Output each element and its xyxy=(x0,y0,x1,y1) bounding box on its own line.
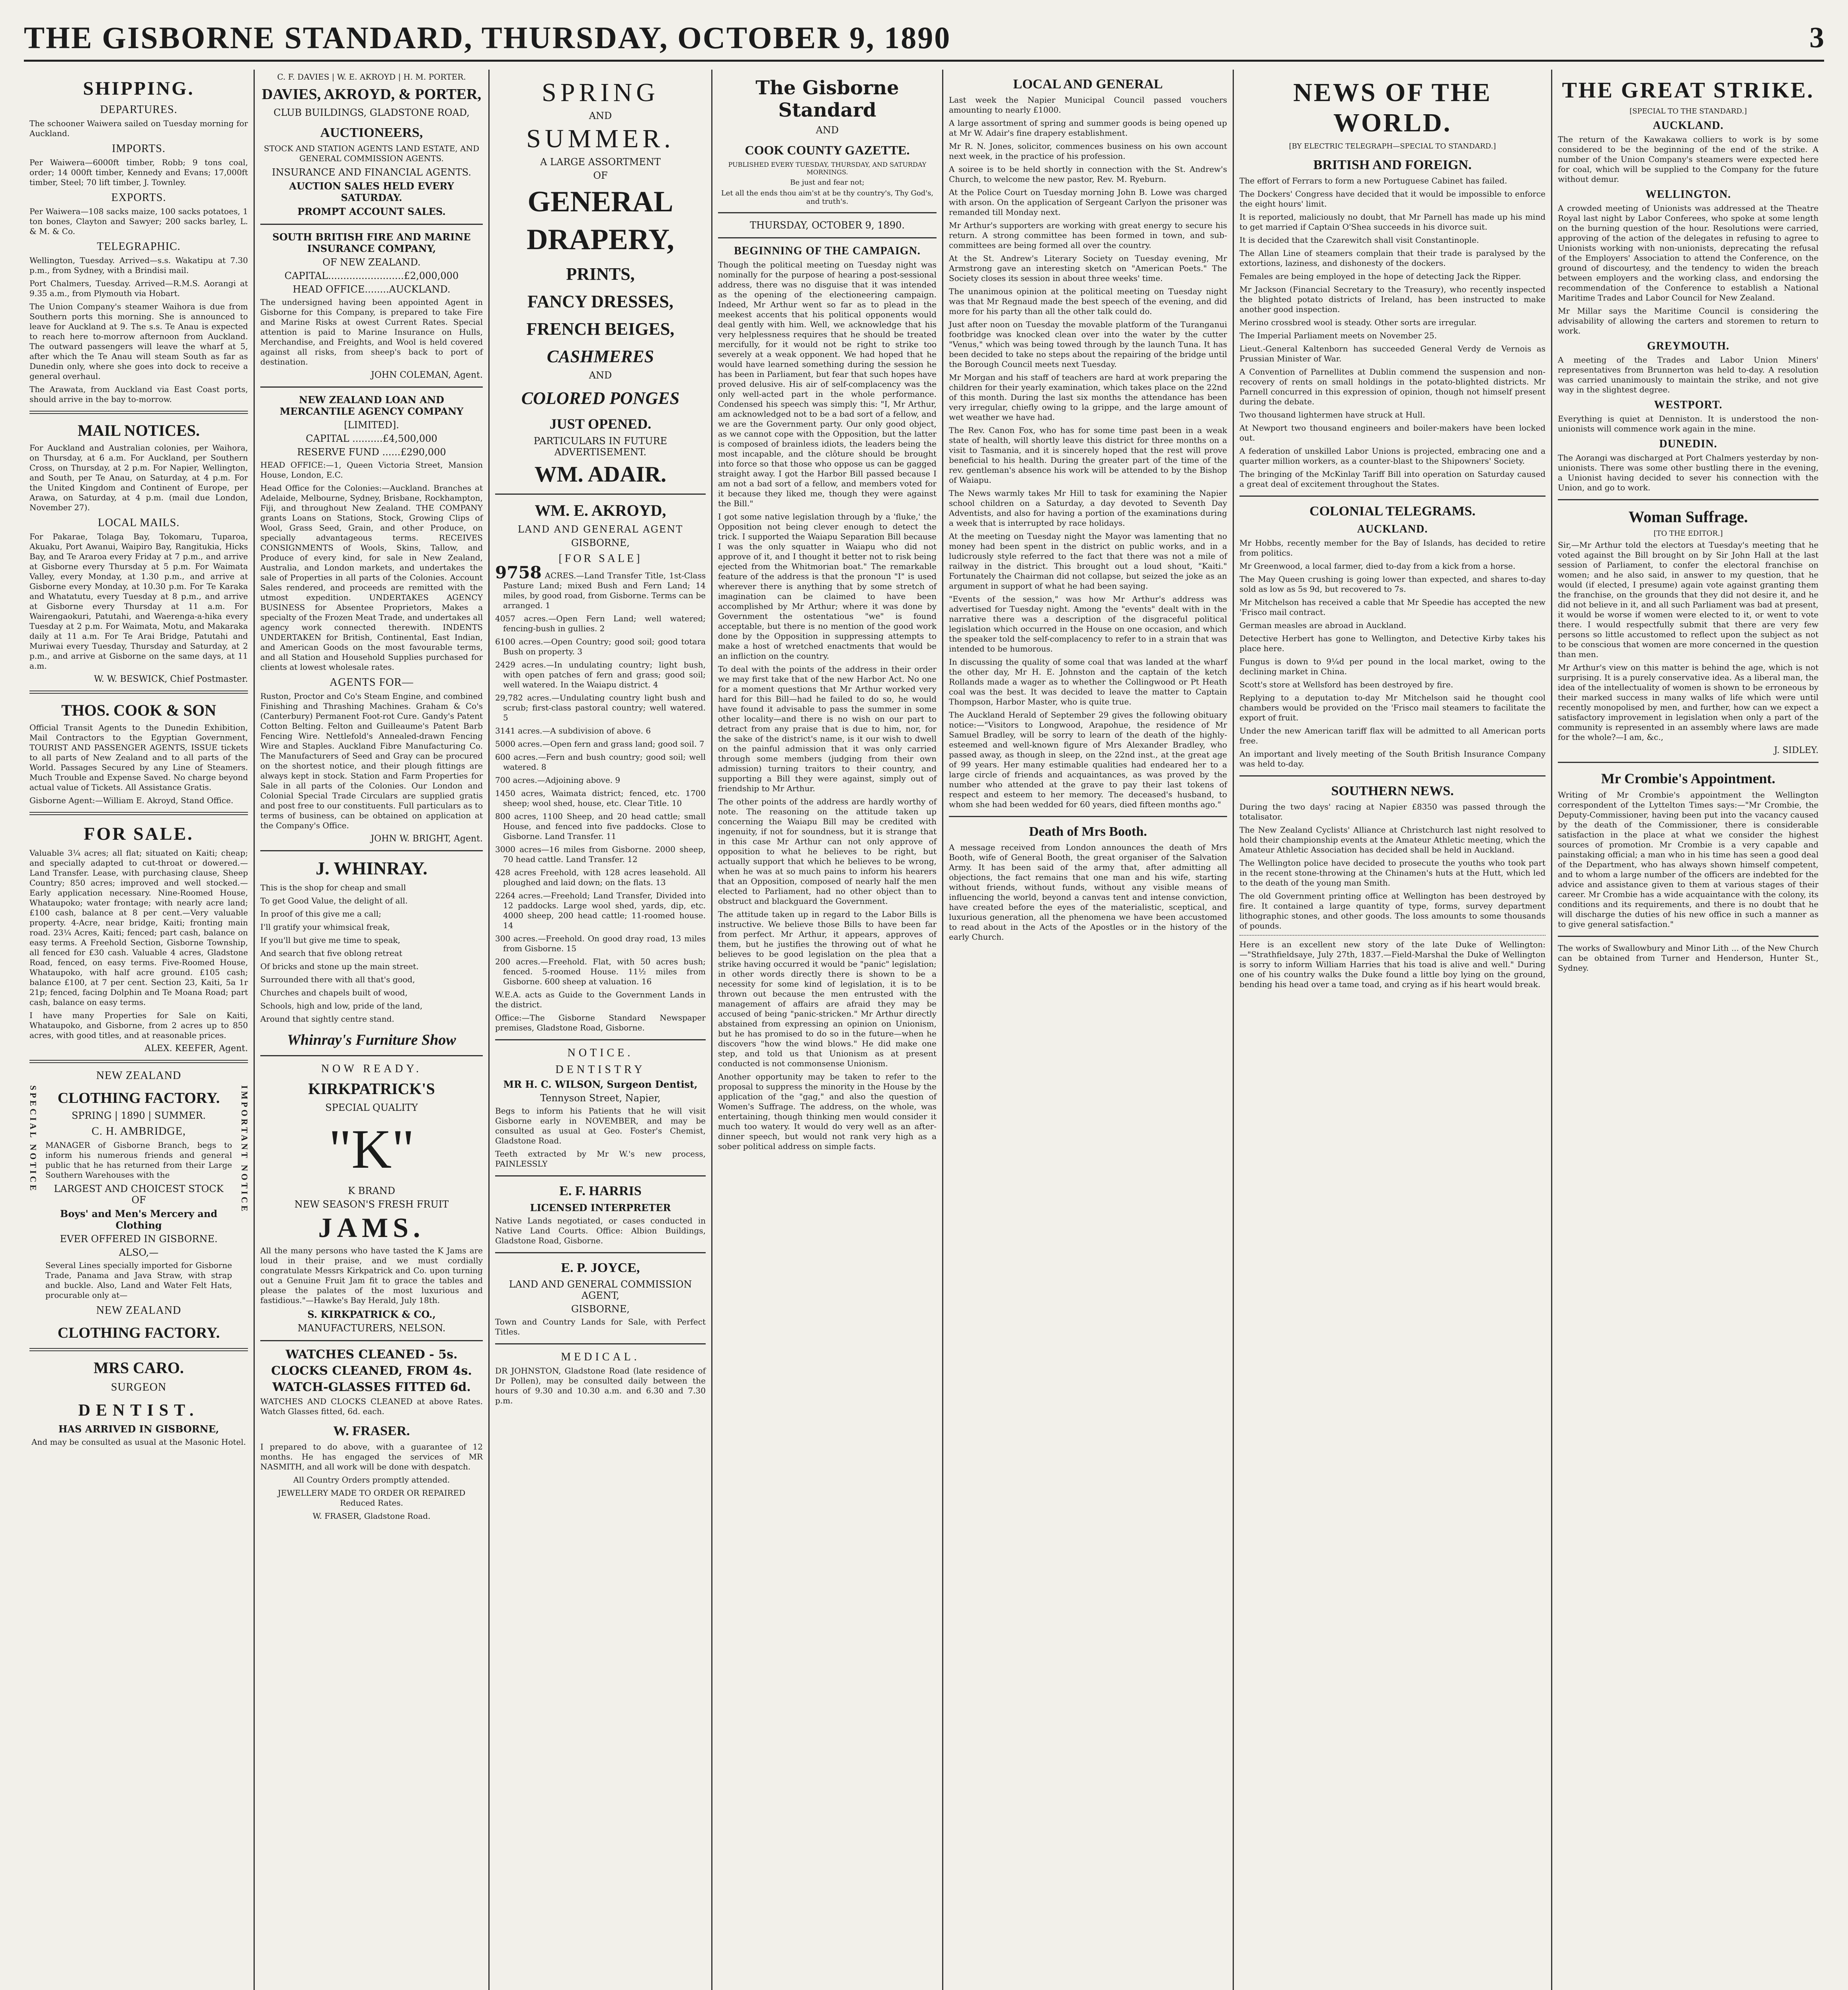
departures-heading: DEPARTURES. xyxy=(100,103,178,116)
column-5 xyxy=(943,70,1234,1990)
listing-item: 1450 acres, Waimata district; fenced, etc. 1700 sheep; wool shed, house, etc. Clear Title. 10 xyxy=(495,788,706,808)
wea-note: W.E.A. acts as Guide to the Government Lands in the district. xyxy=(495,990,706,1009)
office-note: Office:—The Gisborne Standard Newspaper premises, Gladstone Road, Gisborne. xyxy=(495,1013,706,1032)
johnston-text: DR JOHNSTON, Gladstone Road (late residence of Dr Pollen), may be consulted daily between the hours of 9.30 and 10.30 a.m. and 6.30 and 7.30 p.m. xyxy=(495,1366,706,1405)
k-brand-logo: "K" xyxy=(328,1118,415,1180)
death-booth-heading: Death of Mrs Booth. xyxy=(1029,824,1147,839)
for-sale-text: Valuable 3¼ acres; all flat; situated on Kaiti; cheap; and specially adapted to cut-throat or dowered.—Land Transfer. Lease, with purchasing clause, Sheep Country; 850 acres; improved and well stocked.—Early application necessary. Nine-Roomed House, Whataupoko; water frontage; with nearly acre land; £100 cash, balance at 8 per cent.—Very valuable property. 4-Acre, near bridge, Kaiti; fronting main road. 23¼ Acres, Kaiti; fenced; part cash, balance on easy terms. A Freehold Section, Gisborne Township, all fenced for £30 cash. Valuable 4 acres, Gladstone Road, fenced, on easy terms. Five-Roomed House, Whataupoko, with half acre ground. £105 cash; balance £100, at 7 per cent. Section 23, Kaiti, 5a 1r 21p; fenced, facing Dolphin and Te Moana Road; part cash, balance on easy terms. xyxy=(29,848,248,1007)
prompt-sales: PROMPT ACCOUNT SALES. xyxy=(297,206,446,217)
poem-line: Surrounded there with all that's good, xyxy=(260,975,415,984)
watches-line-1: WATCHES CLEANED - 5s. xyxy=(285,1348,458,1362)
british-foreign-heading: BRITISH AND FOREIGN. xyxy=(1313,158,1472,172)
column-3 xyxy=(490,70,712,1990)
divider xyxy=(29,1348,248,1351)
publish-days: PUBLISHED EVERY TUESDAY, THURSDAY, AND SATURDAY MORNINGS. xyxy=(728,161,927,176)
divider xyxy=(495,1175,706,1176)
strike-auckland: AUCKLAND. xyxy=(1653,119,1724,132)
world-paragraph: The Imperial Parliament meets on November 25. xyxy=(1239,331,1437,340)
listing-item: 800 acres, 1100 Sheep, and 20 head cattle; small House, and fenced into five paddocks. Close to Gisborne. Land Transfer. 11 xyxy=(495,812,706,841)
colonial-paragraph: An important and lively meeting of the South British Insurance Company was held to-day. xyxy=(1239,749,1546,769)
exports-text: Per Waiwera—108 sacks maize, 100 sacks potatoes, 1 ton bones, Clayton and Sawyer; 200 sacks barley, L. & M. & Co. xyxy=(29,207,248,236)
divider xyxy=(260,1340,483,1341)
telegraphic-1: Wellington, Tuesday. Arrived—s.s. Wakatipu at 7.30 p.m., from Sydney, with a Brindisi mail. xyxy=(29,256,248,275)
auctioneers-heading: AUCTIONEERS, xyxy=(320,125,423,140)
editorial-paragraph: I got some native legislation through by a 'fluke,' the Opposition not being clever enough to detect the trick. I supported the Waiapu Separation Bill because I was the only squatter in Waiapu who did not approve of it, and I thought it better not to risk being ejected from the Whitmorian boat." The remarkable feature of the address is that the pronoun "I" is used wherever there is anything that by some stretch of imagination can be claimed to have been accomplished by Mr Arthur; where it was done by Government the ostentatious "we" is found acceptable, but there is no mention of the good work done by the Opposition in suppressing attempts to make a host of wretched enactments that would be an infliction on the country. xyxy=(718,512,937,661)
woman-suffrage-heading: Woman Suffrage. xyxy=(1628,508,1748,526)
colonial-paragraph: Fungus is down to 9¼d per pound in the local market, owing to the declining market in China. xyxy=(1239,657,1546,676)
news-world-heading-1: NEWS OF THE xyxy=(1293,78,1492,107)
postmaster-signature: W. W. BESWICK, Chief Postmaster. xyxy=(94,674,248,684)
and-label: AND xyxy=(589,370,612,381)
nzloan-limited: [LIMITED]. xyxy=(344,419,399,431)
mail-notices-text: For Auckland and Australian colonies, per Waihora, on Thursday, at 6 a.m. For Auckland, per Southern Cross, on Thursday, at 2 p.m. For Napier, Wellington, and South, per Te Anau, on Saturday, at 4 p.m. For the United Kingdom and Continent of Europe, per Arawa, on Saturday, at 4 p.m. (mail due London, November 27). xyxy=(29,443,248,512)
listing-item: 29,782 acres.—Undulating country light bush and scrub; first-class pastoral country; well watered. 5 xyxy=(495,693,706,722)
news-paragraph: At the Police Court on Tuesday morning John B. Lowe was charged with arson. On the application of Sergeant Carlyon the prisoner was remanded till Monday next. xyxy=(949,187,1227,217)
prints-heading: PRINTS, xyxy=(566,264,635,284)
ambridge-stock: LARGEST AND CHOICEST STOCK OF xyxy=(54,1183,224,1206)
clothing-factory-ad xyxy=(29,1069,248,1342)
world-paragraph: The bringing of the McKinlay Tariff Bill into operation on Saturday caused a great deal of excitement throughout the States. xyxy=(1239,469,1546,489)
k-brand-label: K BRAND xyxy=(348,1185,395,1196)
southern-paragraph: During the two days' racing at Napier £8350 was passed through the totalisator. xyxy=(1239,802,1546,821)
world-paragraph: A Convention of Parnellites at Dublin commend the suspension and non-recovery of rents on small holdings in the potato-blighted districts. Mr Parnell concurred in this expression of opinion, though not himself present during the debate. xyxy=(1239,367,1546,406)
auction-days: AUCTION SALES HELD EVERY SATURDAY. xyxy=(289,180,454,203)
auckland-subheading: AUCKLAND. xyxy=(1357,523,1428,535)
divider xyxy=(1558,499,1819,500)
for-sale-close: I have many Properties for Sale on Kaiti, Whataupoko, and Gisborne, from 2 acres up to 850 acres, with good titles, and at reasonable prices. xyxy=(29,1011,248,1040)
world-paragraph: Mr Jackson (Financial Secretary to the Treasury), who recently inspected the blighted potato districts of Ireland, has been instructed to make another good inspection. xyxy=(1239,285,1546,314)
world-paragraph: Two thousand lightermen have struck at Hull. xyxy=(1239,410,1425,419)
kirkpatricks-heading: KIRKPATRICK'S xyxy=(308,1080,435,1098)
editorial-paragraph: To deal with the points of the address in their order we may first take that of the new Harbor Act. No one for a moment questions that Mr Arthur worked very hard for this Bill—had he failed to do so, he would have found it advisable to pass the summer in some other locality—and there is no wish on our part to detract from any praise that is due to him, nor, for the sake of the district's name, is it our wish to dwell on the painful admission that it was only carried through some members (judging from their own admission) turning traitors to their country, and supporting a Bill they were against, simply out of friendship to Mr Arthur. xyxy=(718,664,937,793)
colonial-paragraph: German measles are abroad in Auckland. xyxy=(1239,620,1407,630)
sbfmi-capital: CAPITAL.........................£2,000,000 xyxy=(284,270,459,281)
great-strike-heading: THE GREAT STRIKE. xyxy=(1562,78,1815,103)
also-heading: ALSO,— xyxy=(119,1247,159,1258)
news-paragraph: The News warmly takes Mr Hill to task for examining the Napier school children on a Saturday, a day devoted to Seventh Day Adventists, and also for having a portion of the examinations during a week that is interrupted by race holidays. xyxy=(949,488,1227,528)
wilson-teeth: Teeth extracted by Mr W.'s new process, PAINLESSLY xyxy=(495,1149,706,1169)
strike-paragraph: Mr Millar says the Maritime Council is considering the advisability of allowing the carters and storemen to return to work. xyxy=(1558,306,1819,336)
editorial-paragraph: The other points of the address are hardly worthy of note. The reasoning on the attitude taken up concerning the Waiapu Bill may be credited with ingenuity, if not for soundness, but it is strange that in this case Mr Arthur can not only approve of opposition to what he believes to be right, but actually support that which he believes to be wrong, when he was at so much pains to inform his hearers that an Opposition, composed of nearly half the men elected to Parliament, had no other object than to obstruct and blackguard the Government. xyxy=(718,797,937,906)
joyce-heading: E. P. JOYCE, xyxy=(561,1260,640,1275)
southern-paragraph: Here is an excellent new story of the late Duke of Wellington:—"Strathfieldsaye, July 27th, 1837.—Field-Marshal the Duke of Wellington is sorry to inform William Harries that his toad is alive and well." During one of his country walks the Duke found a little boy lying on the ground, bending his head over a tame toad, and crying as if his heart would break. xyxy=(1239,940,1546,989)
world-paragraph: A federation of unskilled Labor Unions is projected, embracing one and a quarter million workers, as a counter-blast to the Shipowners' Society. xyxy=(1239,446,1546,466)
summer-heading: SUMMER. xyxy=(526,124,675,153)
news-world-heading-2: WORLD. xyxy=(1333,108,1452,137)
issue-date: THURSDAY, OCTOBER 9, 1890. xyxy=(749,220,905,231)
listing-item: 3141 acres.—A subdivision of above. 6 xyxy=(495,726,651,736)
telegraphic-2: Port Chalmers, Tuesday. Arrived—R.M.S. Aorangi at 9.35 a.m., from Plymouth via Hobart. xyxy=(29,279,248,298)
poem-line: In proof of this give me a call; xyxy=(260,909,381,919)
side-notice-right: IMPORTANT NOTICE xyxy=(240,1085,250,1214)
surgeon-label: SURGEON xyxy=(111,1381,167,1393)
fancy-dresses-heading: FANCY DRESSES, xyxy=(527,292,673,311)
colonial-paragraph: Mr Hobbs, recently member for the Bay of Islands, has decided to retire from politics. xyxy=(1239,538,1546,558)
listing-item: 4057 acres.—Open Fern Land; well watered; fencing-bush in gullies. 2 xyxy=(495,614,706,633)
just-opened: JUST OPENED. xyxy=(549,416,652,432)
jams-heading: JAMS. xyxy=(318,1213,425,1243)
land-agent-label: LAND AND GENERAL AGENT xyxy=(517,524,683,535)
special-credit: [SPECIAL TO THE STANDARD.] xyxy=(1629,107,1747,115)
watches-text: WATCHES AND CLOCKS CLEANED at above Rates. Watch Glasses fitted, 6d. each. xyxy=(260,1397,483,1416)
joyce-text: Town and Country Lands for Sale, with Perfect Titles. xyxy=(495,1317,706,1336)
fraser-jewellery: JEWELLERY MADE TO ORDER OR REPAIRED Reduced Rates. xyxy=(277,1488,466,1508)
world-paragraph: Females are being employed in the hope of detecting Jack the Ripper. xyxy=(1239,271,1521,281)
agents-for-text: Ruston, Proctor and Co's Steam Engine, and combined Finishing and Thrashing Machines. Graham & Co's (Canterbury) Permanent Foot-rot Cure. Gandy's Patent Cotton Belting. Felton and Guilleaume's Patent Barb Fencing Wire. Nettlefold's Annealed-drawn Fencing Wire and Staples. Auckland Fibre Manufacturing Co. The Manufacturers of Seed and Gray can be procured on the shortest notice, and their plough fittings are always kept in stock. Station and Farm Properties for Sale in all parts of the Colonies. Our London and Colonial Special Trade Circulars are supplied gratis and post free to our constituents. Full particulars as to terms of business, can be obtained on application at the Company's Office. xyxy=(260,691,483,830)
french-beiges-heading: FRENCH BEIGES, xyxy=(526,319,675,339)
world-paragraph: It is reported, maliciously no doubt, that Mr Parnell has made up his mind to get married if Captain O'Shea succeeds in his divorce suit. xyxy=(1239,212,1546,232)
listing-item xyxy=(495,563,706,611)
paper-title: The Gisborne Standard xyxy=(755,77,899,121)
suffrage-paragraph: Sir,—Mr Arthur told the electors at Tuesday's meeting that he voted against the Bill brought on by Sir John Hall at the last session of Parliament, to confer the electoral franchise on women; and he also said, in answer to my question, that he would (if elected, I presume) again vote against granting them the franchise, on the grounds that they did not desire it, and he did not believe in it, and all such Parliament was bad at present, it would be worse if women were elected to it, or went to vote there. I would respectfully submit that there are very few persons so little accustomed to reflect upon the subject as not to be conscious that women are more concerned in the question than men. xyxy=(1558,540,1819,659)
news-paragraph: In discussing the quality of some coal that was landed at the wharf the other day, Mr H. E. Johnston and the captain of the ketch Rollands made a wager as to whether the Collingwood or Pt Heath coal was the best. It was decided to leave the matter to Captain Thompson, Harbor Master, who is quite true. xyxy=(949,657,1227,706)
exports-heading: EXPORTS. xyxy=(111,191,166,204)
gisborne-label: GISBORNE, xyxy=(571,537,630,548)
listing-item: 700 acres.—Adjoining above. 9 xyxy=(495,775,621,785)
firm-name: DAVIES, AKROYD, & PORTER, xyxy=(261,86,482,103)
bright-signature: JOHN W. BRIGHT, Agent. xyxy=(371,834,483,844)
listing-text: ACRES.—Land Transfer Title, 1st-Class Pasture Land; mixed Bush and Fern Land; 14 miles, by good road, from Gisborne. Terms can be arranged. 1 xyxy=(503,571,706,610)
side-notice-left: SPECIAL NOTICE xyxy=(28,1085,38,1193)
strike-dunedin: DUNEDIN. xyxy=(1659,438,1717,450)
divider xyxy=(260,224,483,225)
news-paragraph: At the St. Andrew's Literary Society on Tuesday evening, Mr Armstrong gave an interesting sketch on "American Poets." The Society closes its session in about three weeks' time. xyxy=(949,254,1227,283)
column-4 xyxy=(712,70,943,1990)
local-mails-text: For Pakarae, Tolaga Bay, Tokomaru, Tuparoa, Akuaku, Port Awanui, Waipiro Bay, Rangitukia, Hicks Bay, and Te Araroa every Friday at 7 p.m., and arrive at Gisborne every Thursday at 5 p.m. For Waimata Valley, every Monday, at 1.30 p.m., and arrive at Gisborne every Monday, at 10.30 p.m. For Te Karaka and Whatatutu, every Tuesday at 8 p.m., and arrive at Gisborne every Thursday at 11 a.m. For Wairengaokuri, Patutahi, and Waerenga-a-hika every Tuesday at 2 p.m. For Waimata, Motu, and Makaraka daily at 11 a.m. For Te Arai Bridge, Patutahi and Muriwai every Tuesday, Thursday and Saturday, at 2 p.m., and arrive at Gisborne on the same days, at 11 a.m. xyxy=(29,532,248,671)
strike-paragraph: The Aorangi was discharged at Port Chalmers yesterday by non-unionists. There was some other bustling there in the evening, a Unionist having decided to sever his connection with the Union, and go to work. xyxy=(1558,453,1819,492)
telegraph-credit: [BY ELECTRIC TELEGRAPH—SPECIAL TO STANDARD.] xyxy=(1289,142,1496,150)
news-paragraph: Just after noon on Tuesday the movable platform of the Turanganui footbridge was knocked clean over into the water by the cutter "Venus," which was being towed through by the launch Tuna. It has been decided to take no steps about the repairing of the bridge until the Borough Council meets next Tuesday. xyxy=(949,320,1227,369)
large-assortment: A LARGE ASSORTMENT xyxy=(540,156,661,168)
skirk-name: S. KIRKPATRICK & CO., xyxy=(307,1309,436,1320)
fraser-address: W. FRASER, Gladstone Road. xyxy=(312,1511,431,1521)
news-paragraph: Last week the Napier Municipal Council passed vouchers amounting to nearly £1000. xyxy=(949,95,1227,115)
strike-greymouth: GREYMOUTH. xyxy=(1647,340,1729,352)
joyce-gisborne: GISBORNE, xyxy=(571,1303,630,1315)
divider xyxy=(29,1060,248,1063)
ambridge-offered: EVER OFFERED IN GISBORNE. xyxy=(60,1233,218,1245)
poem-line: Around that sightly centre stand. xyxy=(260,1014,394,1024)
divider xyxy=(718,212,937,213)
drapery-heading: DRAPERY, xyxy=(527,223,674,256)
poem-line: To get Good Value, the delight of all. xyxy=(260,896,408,905)
masthead xyxy=(24,16,1824,62)
divider xyxy=(29,411,248,414)
listing-item: 428 acres Freehold, with 128 acres leasehold. All ploughed and laid down; on the flats. 13 xyxy=(495,868,706,887)
news-paragraph: The Rev. Canon Fox, who has for some time past been in a weak state of health, will shortly leave this district for three months on a visit to Tasmania, and it is sincerely hoped that the rest will prove beneficial to his health. During the greater part of the time of the rev. gentleman's absence his work will be attended to by the Bishop of Waiapu. xyxy=(949,425,1227,485)
telegraphic-heading: TELEGRAPHIC. xyxy=(97,240,181,253)
firm-services: STOCK AND STATION AGENTS LAND ESTATE, AND GENERAL COMMISSION AGENTS. xyxy=(263,144,480,163)
divider xyxy=(718,237,937,238)
wilson-address: Tennyson Street, Napier, xyxy=(540,1093,661,1104)
masthead-title: THE GISBORNE STANDARD, THURSDAY, OCTOBER 9, 1890 xyxy=(24,20,951,55)
imports-heading: IMPORTS. xyxy=(112,142,166,155)
dentist-label: DENTIST. xyxy=(78,1401,199,1420)
listing-item: 2429 acres.—In undulating country; light bush, with open patches of fern and grass; good soil; well watered. In the Waiapu district. 4 xyxy=(495,660,706,689)
divider xyxy=(1239,496,1546,497)
now-ready: NOW READY. xyxy=(321,1063,422,1075)
world-paragraph: Lieut.-General Kaltenborn has succeeded General Verdy de Vernois as Prussian Minister of War. xyxy=(1239,344,1546,363)
wilson-text: Begs to inform his Patients that he will visit Gisborne early in NOVEMBER, and may be consulted as usual at Geo. Foster's Chemist, Gladstone Road. xyxy=(495,1106,706,1145)
poem-line: Of bricks and stone up the main street. xyxy=(260,962,419,971)
fraser-text: I prepared to do above, with a guarantee of 12 months. He has engaged the services of MR NASMITH, and all work will be done with despatch. xyxy=(260,1442,483,1471)
to-editor: [TO THE EDITOR.] xyxy=(1653,529,1723,538)
union-text: The Union Company's steamer Waihora is due from Southern ports this morning. She is announced to leave for Auckland at 9. The s.s. Te Anau is expected to reach here to-morrow afternoon from Auckland. The outward passengers will leave the wharf at 5, after which the Te Anau will steam South as far as Dunedin only, where she goes into dock to receive a general overhaul. xyxy=(29,302,248,381)
strike-paragraph: Everything is quiet at Denniston. It is understood the non-unionists will commence work again in the mine. xyxy=(1558,414,1819,433)
world-paragraph: The effort of Ferrars to form a new Portuguese Cabinet has failed. xyxy=(1239,176,1507,185)
news-paragraph: A large assortment of spring and summer goods is being opened up at Mr W. Adair's fine drapery establishment. xyxy=(949,118,1227,138)
adair-signature: WM. ADAIR. xyxy=(534,462,667,487)
column-1 xyxy=(24,70,255,1990)
particulars-note: PARTICULARS IN FUTURE ADVERTISEMENT. xyxy=(533,435,667,458)
world-paragraph: The Dockers' Congress have decided that it would be impossible to enforce the eight hours' limit. xyxy=(1239,189,1546,209)
divider xyxy=(1558,936,1819,937)
divider xyxy=(495,494,706,495)
colonial-paragraph: Scott's store at Wellsford has been destroyed by fire. xyxy=(1239,680,1454,689)
divider xyxy=(1558,762,1819,763)
divider xyxy=(260,850,483,851)
column-2 xyxy=(255,70,490,1990)
paper-and: AND xyxy=(816,125,839,136)
special-quality: SPECIAL QUALITY xyxy=(325,1102,418,1113)
divider xyxy=(495,1343,706,1344)
listing-item: 5000 acres.—Open fern and grass land; good soil. 7 xyxy=(495,739,704,749)
colored-ponges-heading: COLORED PONGES xyxy=(521,388,680,408)
fraser-heading: W. FRASER. xyxy=(333,1424,410,1438)
nzloan-text: Head Office for the Colonies:—Auckland. Branches at Adelaide, Melbourne, Sydney, Brisbane, Rockhampton, Fiji, and throughout New Zealand. THE COMPANY grants Loans on Stations, Stock, Growing Clips of Wool, Grass Seed, Grain, and other Produce, on specially advantageous terms. RECEIVES CONSIGNMENTS of Wools, Skins, Tallow, and Produce of every kind, for sale in New Zealand, Australia, and London markets, and undertakes the sale of Properties in all parts of the Colonies. Account Sales rendered, and proceeds are remitted with the utmost expedition. UNDERTAKES AGENCY BUSINESS for Absentee Proprietors, Makes a specialty of the Frozen Meat Trade, and undertakes all agency work connected therewith. INDENTS UNDERTAKEN for British, Continental, East Indian, and American Goods on the most favourable terms, and all Station and Household Supplies purchased for clients at lowest wholesale rates. xyxy=(260,483,483,672)
nzloan-heading: NEW ZEALAND LOAN AND MERCANTILE AGENCY COMPANY xyxy=(279,394,464,417)
insurance-line: INSURANCE AND FINANCIAL AGENTS. xyxy=(272,167,471,178)
sbfmi-text: The undersigned having been appointed Agent in Gisborne for this Company, is prepared to take Fire and Marine Risks at owest Current Rates. Special attention is paid to Marine Insurance on Hulls, Merchandise, and Freights, and Wool is held covered against all risks, from sheep's back to port of destination. xyxy=(260,297,483,367)
colonial-heading: COLONIAL TELEGRAMS. xyxy=(1309,504,1475,519)
motto-line-2: Let all the ends thou aim'st at be thy country's, Thy God's, and truth's. xyxy=(721,189,934,206)
furniture-show: Whinray's Furniture Show xyxy=(287,1032,456,1048)
editorial-paragraph: Another opportunity may be taken to refer to the proposal to suppress the minority in the House by the application of the "gag," and also the question of Women's Suffrage. The address, on the whole, was entertaining, though thinking men would consider it much too watery. It would do very well as an after-dinner speech, but would not rank very high as a sober political address on simple facts. xyxy=(718,1072,937,1151)
local-general-heading: LOCAL AND GENERAL xyxy=(1013,77,1163,92)
harris-heading: E. F. HARRIS xyxy=(559,1184,642,1198)
clothing-end-2: CLOTHING FACTORY. xyxy=(57,1325,220,1341)
watches-line-2: CLOCKS CLEANED, FROM 4s. xyxy=(271,1364,472,1378)
listing-item: 3000 acres—16 miles from Gisborne. 2000 sheep, 70 head cattle. Land Transfer. 12 xyxy=(495,845,706,864)
ambridge-text: MANAGER of Gisborne Branch, begs to inform his numerous friends and general public that he has returned from their Large Southern Warehouses with the xyxy=(45,1140,232,1180)
of-label: OF xyxy=(593,170,608,181)
for-sale-label: [FOR SALE] xyxy=(558,552,642,565)
union-text-2: The Arawata, from Auckland via East Coast ports, should arrive in the bay to-morrow. xyxy=(29,384,248,404)
poem-line: And search that five oblong retreat xyxy=(260,948,402,958)
listing-item: 200 acres.—Freehold. Flat, with 50 acres bush; fenced. 5-roomed House. 11½ miles from Gisborne. 600 sheep at valuation. 16 xyxy=(495,957,706,986)
whinray-poem xyxy=(260,883,483,1024)
colonial-paragraph: The May Queen crushing is going lower than expected, and shares to-day sold as low as 5s 9d, but recovered to 7s. xyxy=(1239,574,1546,594)
poem-line: This is the shop for cheap and small xyxy=(260,883,406,892)
poem-line: I'll gratify your whimsical freak, xyxy=(260,922,390,932)
page-number: 3 xyxy=(1809,21,1824,54)
suffrage-paragraph: Mr Arthur's view on this matter is behind the age, which is not surprising. It is a purely conservative idea. As a liberal man, the idea of the intellectuality of women is shown to be erroneous by their marked success in many walks of life which were until recently monopolised by men, and further, how can we expect a satisfactory improvement in legislation when only a part of the community is represented in an assembly where laws are made for the whole?—I am, &c., xyxy=(1558,663,1819,742)
colonial-paragraph: Detective Herbert has gone to Wellington, and Detective Kirby takes his place here. xyxy=(1239,634,1546,653)
colonial-paragraph: Mr Mitchelson has received a cable that Mr Speedie has accepted the new 'Frisco mail contract. xyxy=(1239,597,1546,617)
divider xyxy=(1239,935,1546,936)
harris-text: Native Lands negotiated, or cases conducted in Native Land Courts. Office: Albion Buildings, Gladstone Road, Gisborne. xyxy=(495,1216,706,1245)
imports-text: Per Waiwera—6000ft timber, Robb; 9 tons coal, order; 14 000ft timber, Kennedy and Evans; 17,000ft timber, Steel; 70 lift timber, J. Townley. xyxy=(29,158,248,187)
news-paragraph: The Auckland Herald of September 29 gives the following obituary notice:—"Visitors to Longwood, Arapohue, the residence of Mr Samuel Bradley, will be sorry to learn of the death of the highly-esteemed and well-known figure of Mrs Alexander Bradley, who passed away, as though in sleep, on the 22nd inst., at the great age of 99 years. Her many estimable qualities had endeared her to a large circle of friends and acquaintances, as was proved by the number who attended at the grave to pay their last tokens of respect and esteem to her memory. The deceased's husband, to whom she had been wedded for 60 years, died fifteen months ago." xyxy=(949,710,1227,809)
news-paragraph: Mr Arthur's supporters are working with great energy to secure his return. A strong committee has been formed in town, and sub-committees are being formed all over the country. xyxy=(949,220,1227,250)
crombie-heading: Mr Crombie's Appointment. xyxy=(1601,771,1776,786)
colonial-paragraph: Mr Greenwood, a local farmer, died to-day from a kick from a horse. xyxy=(1239,561,1516,571)
poem-line: Churches and chapels built of wood, xyxy=(260,988,408,997)
agents-for-heading: AGENTS FOR— xyxy=(330,676,414,689)
interpreter-label: LICENSED INTERPRETER xyxy=(530,1202,671,1214)
local-mails-heading: LOCAL MAILS. xyxy=(98,517,180,529)
clothing-end-1: NEW ZEALAND xyxy=(96,1304,181,1317)
cook-heading: THOS. COOK & SON xyxy=(61,701,216,719)
strike-paragraph: The return of the Kawakawa colliers to work is by some considered to be the beginning of the end of the strike. A number of the Union Company's steamers were expected here for coal, which will be supplied to the Company for the future without demur. xyxy=(1558,135,1819,184)
news-paragraph: The unanimous opinion at the political meeting on Tuesday night was that Mr Regnaud made the best speech of the evening, and did more for his party than all the other talk could do. xyxy=(949,287,1227,316)
strike-westport: WESTPORT. xyxy=(1654,399,1723,411)
news-paragraph: At the meeting on Tuesday night the Mayor was lamenting that no money had been spent in the district on public works, and in a ludicrously style referred to the fact that there was not a mile of railway in the district. This brought out a loud shout, "Kaiti." Fortunately the Chairman did not collapse, but seized the joke as an argument in support of what he had been saying. xyxy=(949,531,1227,591)
notice-heading: NOTICE. xyxy=(567,1047,634,1059)
divider xyxy=(260,1055,483,1056)
also-text: Several Lines specially imported for Gisborne Trade, Panama and Java Straw, with strap and buckle. Also, Land and Water Felt Hats, procurable only at— xyxy=(45,1260,232,1300)
poem-line: If you'll but give me time to speak, xyxy=(260,935,400,945)
caro-text: And may be consulted as usual at the Masonic Hotel. xyxy=(31,1437,246,1447)
news-paragraph: "Events of the session," was how Mr Arthur's address was advertised for Tuesday night. Among the "events" dealt with in the narrative there was a description of the disgraceful political legislation which occurred in the House on one occasion, and which the speaker told the self-complacency to refer to in a strain that was intended to be humorous. xyxy=(949,594,1227,654)
cook-text: Official Transit Agents to the Dunedin Exhibition, Mail Contractors to the Egyptian Government, TOURIST AND PASSENGER AGENTS, ISSUE tickets to all parts of New Zealand and to all parts of the World. Passages Secured by any Line of Steamers. Much Trouble and Expense Saved. No charge beyond actual value of Tickets. All Assistance Gratis. xyxy=(29,723,248,792)
fraser-orders: All Country Orders promptly attended. xyxy=(293,1475,450,1485)
joyce-sub: LAND AND GENERAL COMMISSION AGENT, xyxy=(509,1279,692,1301)
cashmeres-heading: CASHMERES xyxy=(546,347,654,366)
strike-paragraph: A crowded meeting of Unionists was addressed at the Theatre Royal last night by Labor Conferees, who spoke at some length on the burning question of the hour. Resolutions were carried, approving of the action of the delegates in refusing to agree to Unionists working with non-unionists, deprecating the refusal of the Employers' Association to attend the Conference, on the ground of discourtesy, and the tendency to widen the breach between employers and the working class, and endorsing the recommendation of the Conference to establish a National Maritime Trades and Labor Council for New Zealand. xyxy=(1558,203,1819,302)
news-paragraph: Mr R. N. Jones, solicitor, commences business on his own account next week, in the practice of his profession. xyxy=(949,141,1227,161)
mail-notices-heading: MAIL NOTICES. xyxy=(78,421,200,439)
southern-paragraph: The Wellington police have decided to prosecute the youths who took part in the recent stone-throwing at the Chinamen's huts at the Hutt, which led to the death of the young man Smith. xyxy=(1239,858,1546,888)
ambridge-name: C. H. AMBRIDGE, xyxy=(92,1125,186,1137)
southern-news-heading: SOUTHERN NEWS. xyxy=(1331,784,1454,798)
watches-line-3: WATCH-GLASSES FITTED 6d. xyxy=(272,1380,471,1394)
jam-text: All the many persons who have tasted the K Jams are loud in their praise, and we must cordially congratulate Messrs Kirkpatrick and Co. upon turning out a Genuine Fruit Jam fit to grace the tables and please the palates of the most luxurious and fastidious."—Hawke's Bay Herald, July 18th. xyxy=(260,1246,483,1305)
keefer-signature: ALEX. KEEFER, Agent. xyxy=(144,1044,248,1054)
column-7 xyxy=(1552,70,1824,1990)
listing-item: 600 acres.—Fern and bush country; good soil; well watered. 8 xyxy=(495,752,706,772)
akroyd-heading: WM. E. AKROYD, xyxy=(535,501,666,519)
caro-heading: MRS CARO. xyxy=(94,1359,184,1377)
strike-wellington: WELLINGTON. xyxy=(1645,188,1731,201)
world-paragraph: The Allan Line of steamers complain that their trade is paralysed by the extortions, laziness, and dishonesty of the dockers. xyxy=(1239,248,1546,268)
divider xyxy=(949,816,1227,817)
dentistry-heading: DENTISTRY xyxy=(555,1063,646,1076)
sidley-signature: J. SIDLEY. xyxy=(1774,745,1819,755)
world-paragraph: It is decided that the Czarewitch shall visit Constantinople. xyxy=(1239,235,1479,245)
colonial-paragraph: Replying to a deputation to-day Mr Mitchelson said he thought cool chambers would be provided on the 'Frisco mail steamers to facilitate the export of fruit. xyxy=(1239,693,1546,722)
divider xyxy=(29,691,248,694)
news-paragraph: A message received from London announces the death of Mrs Booth, wife of General Booth, the great organiser of the Salvation Army. It has been said of the army that, after admitting all objections, the fact remains that one man and his wife, starting without friends, without funds, without any visible means of influencing the world, beyond a canvas tent and intense conviction, have created before the eyes of the materialistic, sceptical, and luxurious generation, all the phenomena we have been accustomed to read about in the Acts of the Apostles or in the history of the early Church. xyxy=(949,843,1227,942)
southern-paragraph: The old Government printing office at Wellington has been destroyed by fire. It contained a large quantity of type, forms, survey department lithographic stones, and other goods. The loss amounts to some thousands of pounds. xyxy=(1239,891,1546,931)
clothing-season: SPRING | 1890 | SUMMER. xyxy=(71,1110,206,1121)
news-paragraph: Mr Morgan and his staff of teachers are hard at work preparing the children for their yearly examination, which takes place on the 22nd of this month. During the last six months the attendance has been very irregular, chiefly owing to la grippe, and the large amount of wet weather we have had. xyxy=(949,373,1227,422)
listing-item: 6100 acres.—Open Country; good soil; good totara Bush on property. 3 xyxy=(495,637,706,656)
paper-subtitle: COOK COUNTY GAZETTE. xyxy=(745,143,910,157)
coleman-signature: JOHN COLEMAN, Agent. xyxy=(371,370,483,380)
nzloan-capital: CAPITAL ..........£4,500,000 xyxy=(306,433,437,444)
departures-text: The schooner Waiwera sailed on Tuesday morning for Auckland. xyxy=(29,119,248,138)
world-paragraph: At Newport two thousand engineers and boiler-makers have been locked out. xyxy=(1239,423,1546,443)
motto-line-1: Be just and fear not; xyxy=(790,178,864,187)
listing-number: 9758 xyxy=(495,563,542,582)
strike-paragraph: A meeting of the Trades and Labor Union Miners' representatives from Brunnerton was held to-day. A resolution was carried unanimously to maintain the strike, and not give way in the slightest degree. xyxy=(1558,355,1819,394)
divider xyxy=(495,1252,706,1253)
colonial-paragraph: Under the new American tariff flax will be admitted to all American ports free. xyxy=(1239,726,1546,745)
wilson-name: MR H. C. WILSON, Surgeon Dentist, xyxy=(503,1079,698,1090)
ambridge-stock-2: Boys' and Men's Mercery and Clothing xyxy=(60,1208,218,1231)
southern-paragraph: The New Zealand Cyclists' Alliance at Christchurch last night resolved to hold their championship events at the Amateur Athletic meeting, which the Amateur Athletic Association has decided shall be held in Auckland. xyxy=(1239,825,1546,855)
poem-line: Schools, high and low, pride of the land, xyxy=(260,1001,423,1011)
listing-item: 2264 acres.—Freehold; Land Transfer, Divided into 12 paddocks. Large wool shed, yards, dip, etc. 4000 sheep, 200 head cattle; 11-roomed house. 14 xyxy=(495,891,706,930)
divider xyxy=(260,386,483,388)
crombie-paragraph: Writing of Mr Crombie's appointment the Wellington correspondent of the Lyttelton Times says:—"Mr Crombie, the Deputy-Commissioner, having been put into the vacancy caused by the death of the Commissioner, there is considerable satisfaction in the place at what we consider the highest sources of promotion. Mr Crombie is a very capable and painstaking official; a man who in his time has seen a good deal of the Department, who has always shown himself competent, and to whom a large number of the officers are indebted for the advice and assistance given to them at various stages of their career. Mr Crombie has a wide acquaintance with the colony, its conditions and its requirements, and there is no doubt that he will discharge the duties of his new office in such a manner as to give general satisfaction." xyxy=(1558,790,1819,929)
new-season: NEW SEASON'S FRESH FRUIT xyxy=(294,1199,449,1210)
sbfmi-heading: SOUTH BRITISH FIRE AND MARINE INSURANCE COMPANY, xyxy=(272,231,471,254)
sbfmi-head-office: HEAD OFFICE........AUCKLAND. xyxy=(293,284,451,295)
world-paragraph: Merino crossbred wool is steady. Other sorts are irregular. xyxy=(1239,318,1477,327)
land-listings xyxy=(495,563,706,987)
column-6 xyxy=(1234,70,1552,1990)
clothing-heading-2: CLOTHING FACTORY. xyxy=(57,1090,220,1106)
divider xyxy=(1239,775,1546,776)
divider xyxy=(29,812,248,815)
general-heading: GENERAL xyxy=(527,185,673,218)
divider xyxy=(495,1039,706,1040)
clothing-heading-1: NEW ZEALAND xyxy=(96,1069,181,1082)
spring-and: AND xyxy=(589,110,612,121)
cook-agent: Gisborne Agent:—William E. Akroyd, Stand Office. xyxy=(29,796,234,805)
editorial-paragraph: The attitude taken up in regard to the Labor Bills is instructive. We believe those Bills to have been far from perfect. Mr Arthur, it appears, approves of them, but he justifies the throwing out of what he believes to be good legislation on the plea that a strike having occurred it would be "panic" legislation; in other words directly there is shown to be a necessity for some kind of legislation, it is to be thrown out because the men entrusted with the management of affairs are afraid they may be accused of being "panic-stricken." Mr Arthur directly abstained from expressing an opinion on Unionism, but he has promised to do so in the future—when he discovers "how the wind blows." He did make one step, and told us that Unionism as at present conducted is not commonsense Unionism. xyxy=(718,909,937,1068)
nzloan-head: HEAD OFFICE:—1, Queen Victoria Street, Mansion House, London, E.C. xyxy=(260,460,483,480)
for-sale-heading: FOR SALE. xyxy=(84,823,194,844)
crombie-paragraph: The works of Swallowbury and Minor Lith ... of the New Church can be obtained from Turner and Henderson, Hunter St., Sydney. xyxy=(1558,943,1819,973)
skirk-manufacturers: MANUFACTURERS, NELSON. xyxy=(297,1323,446,1334)
listing-item: 300 acres.—Freehold. On good dray road, 13 miles from Gisborne. 15 xyxy=(495,934,706,953)
whinray-heading: J. WHINRAY. xyxy=(316,858,427,878)
nzloan-reserve: RESERVE FUND ......£290,000 xyxy=(297,447,446,458)
medical-heading: MEDICAL. xyxy=(561,1351,640,1363)
shipping-heading: SHIPPING. xyxy=(83,78,195,99)
spring-heading: SPRING xyxy=(542,78,659,107)
editorial-heading: BEGINNING OF THE CAMPAIGN. xyxy=(734,245,921,257)
news-paragraph: A soiree is to be held shortly in connection with the St. Andrew's Church, to welcome the new pastor, Rev. M. Ryeburn. xyxy=(949,164,1227,184)
caro-arrived: HAS ARRIVED IN GISBORNE, xyxy=(58,1423,219,1435)
firm-address: CLUB BUILDINGS, GLADSTONE ROAD, xyxy=(273,107,470,118)
editorial-paragraph: Though the political meeting on Tuesday night was nominally for the purpose of hearing a post-sessional address, there was no disguise that it was intended as the opening of the electioneering campaign. Indeed, Mr Arthur went so far as to plead in the meekest accents that his political opponents would deal gently with him. Well, we acknowledge that his very helplessness requires that he should be treated mercifully, for it would not be right to strike too severely at a weak opponent. We had hoped that he would have learned something during the session he has been in Parliament, but fear that such hopes have proved delusive. His air of self-complacency was the only well-acted part in the whole performance. Condensed his speech was simply this: "I, Mr Arthur, am acknowledged not to be a bad sort of a fellow, and we are the Government party. Our only good object, as we cannot cope with the Opposition, but the latter is composed of brainless idiots, the leaders being the most incapable, and the clôture should be brought into force so that those who oppose us can be gagged straight away. I got the Harbor Bill passed because I am not a bad sort of a fellow, and members voted for it because they liked me, though they were against the Bill." xyxy=(718,260,937,508)
firm-partners: C. F. DAVIES | W. E. AKROYD | H. M. PORTER. xyxy=(277,72,466,82)
sbfmi-sub: OF NEW ZEALAND. xyxy=(322,257,421,268)
